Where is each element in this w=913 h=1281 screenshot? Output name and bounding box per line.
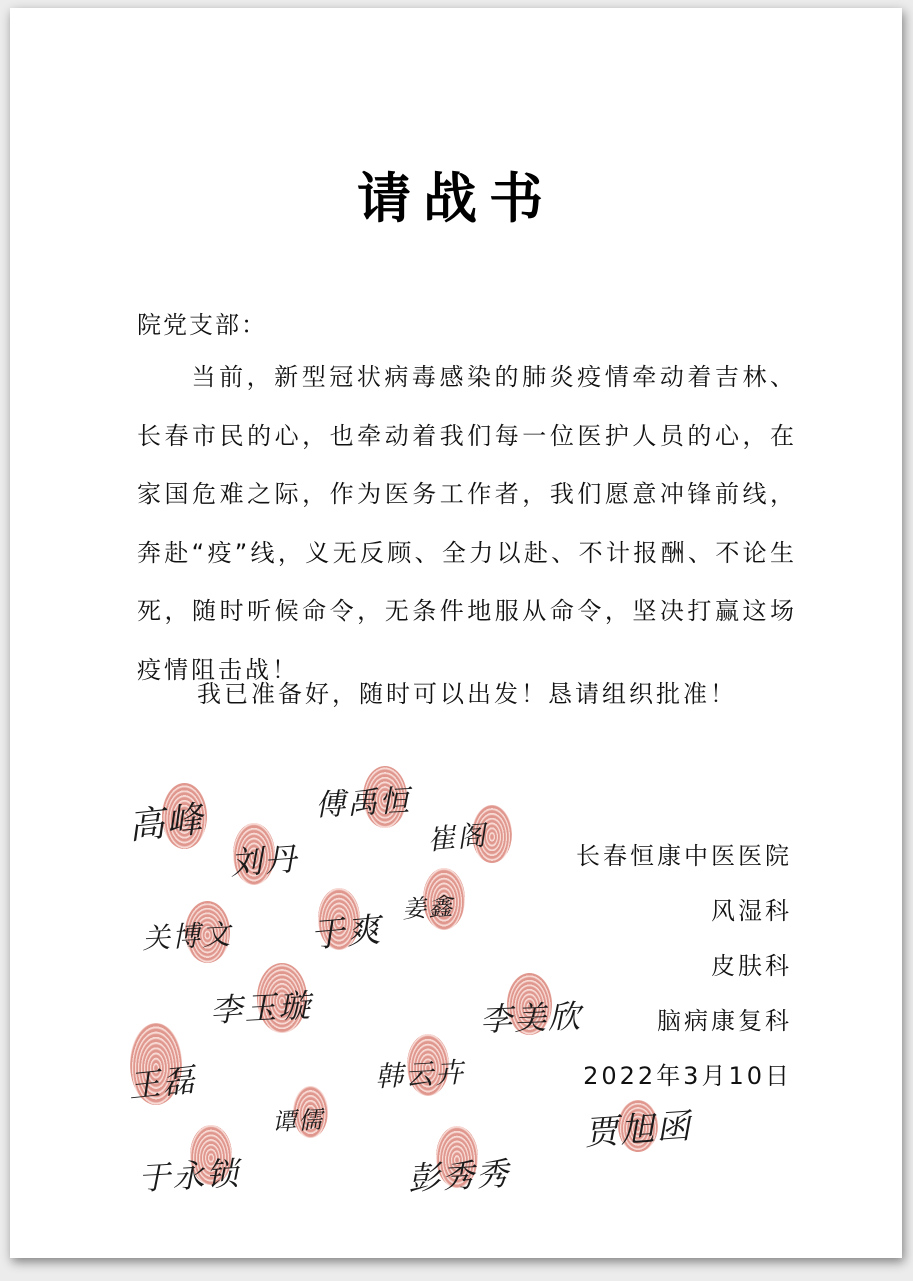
body-paragraph: [137, 348, 797, 699]
signature: 李美欣: [479, 997, 583, 1039]
signature: 于永锁: [137, 1154, 242, 1198]
document-date: 2022年3月10日: [583, 1062, 792, 1090]
signature: 李玉璇: [209, 986, 314, 1030]
org-department-dermatology: 皮肤科: [711, 952, 792, 980]
signature: 姜鑫: [401, 892, 456, 924]
signature: 韩云卉: [374, 1055, 466, 1094]
closing-paragraph: 我已准备好，随时可以出发！恳请组织批准！: [197, 680, 737, 708]
org-department-neuro-rehab: 脑病康复科: [657, 1007, 792, 1035]
org-department-rheumatology: 风湿科: [711, 897, 792, 925]
signature: 高峰: [126, 799, 207, 848]
signature: 于爽: [308, 909, 384, 957]
signature: 傅禹恒: [314, 783, 413, 824]
body-text: 当前，新型冠状病毒感染的肺炎疫情牵动着吉林、长春市民的心，也牵动着我们每一位医护人员的心，在家国危难之际，作为医务工作者，我们愿意冲锋前线，奔赴“疫”线，义无反顾、全力以赴、不计报酬、不论生死，随时听候命令，无条件地服从命令，坚决打赢这场疫情阻击战！: [137, 363, 797, 684]
signature: 崔阁: [425, 818, 489, 857]
signature: 王磊: [126, 1060, 199, 1106]
signature: 贾旭函: [582, 1106, 694, 1154]
signature: 刘丹: [228, 839, 300, 883]
page-title: 请战书: [357, 167, 555, 230]
signature: 关博文: [141, 917, 233, 956]
document-page: [10, 8, 902, 1258]
signature: 彭秀秀: [407, 1154, 512, 1198]
signature: 谭儒: [271, 1105, 325, 1137]
org-hospital: 长春恒康中医医院: [576, 842, 792, 870]
salutation: 院党支部：: [137, 311, 267, 339]
